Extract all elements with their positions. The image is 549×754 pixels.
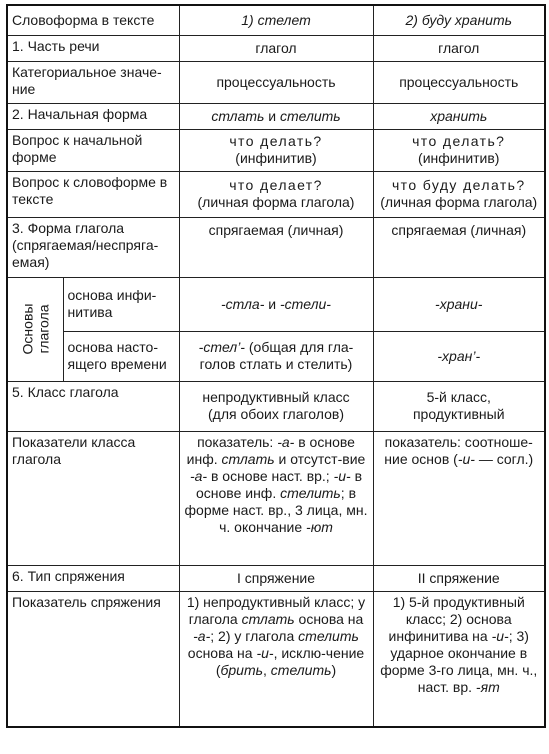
- question-note: (личная форма глагола): [197, 194, 355, 210]
- row-categorial-meaning: [7, 61, 545, 103]
- row-question-wordform: [7, 171, 545, 217]
- question-text: что буду делать?: [391, 177, 526, 193]
- cell-word1: [179, 103, 373, 129]
- text-run: показатель: соотноше-ние основ (: [384, 433, 533, 467]
- row-label: Показатели класса глагола: [7, 431, 179, 565]
- row-question-initial: [7, 129, 545, 171]
- cell-word1: процессуальность: [179, 61, 373, 103]
- cell-word1: [179, 331, 373, 381]
- italic-run: -и-: [256, 644, 274, 661]
- row-label: Категориальное значе-ние: [7, 61, 179, 103]
- text-run: в основе наст. вр.;: [207, 467, 334, 484]
- header-row: [7, 5, 545, 35]
- row-part-of-speech: [7, 35, 545, 61]
- cell-word1: спрягаемая (личная): [179, 217, 373, 277]
- cell-word1: [179, 171, 373, 217]
- cell-word1: [179, 129, 373, 171]
- conjunction: и: [264, 295, 280, 312]
- row-stem-infinitive: [7, 277, 545, 331]
- stem-steli: -стели-: [279, 295, 331, 312]
- row-initial-form: [7, 103, 545, 129]
- italic-run: -а-: [277, 433, 295, 450]
- cell-word2: [373, 129, 545, 171]
- text-run: ; 2) у глагола: [210, 627, 299, 644]
- italic-run: -ят: [475, 678, 500, 695]
- stems-group-text: Основы глагола: [19, 303, 52, 354]
- row-stem-present: [7, 331, 545, 381]
- row-label: Вопрос к начальной форме: [7, 129, 179, 171]
- stem-stla: -стла-: [221, 295, 265, 312]
- cell-word1: I спряжение: [179, 565, 373, 591]
- cell-word2: спрягаемая (личная): [373, 217, 545, 277]
- stem-present-label: основа насто-ящего времени: [63, 331, 179, 381]
- verb-stlat: стлать: [211, 107, 265, 124]
- question-text: что делает?: [229, 177, 323, 193]
- text-run: в основе инф.: [186, 433, 355, 467]
- cell-word2: -хран’-: [373, 331, 545, 381]
- stems-group-label: [7, 277, 63, 381]
- header-wordform: Словоформа в тексте: [7, 5, 179, 35]
- text-run: и отсутст-вие: [274, 450, 366, 467]
- cell-word2: [373, 591, 545, 727]
- text-run: , исклю-чение (: [215, 644, 365, 678]
- question-text: что делать?: [229, 133, 323, 149]
- cell-word2: II спряжение: [373, 565, 545, 591]
- text-run: — согл.): [474, 450, 534, 467]
- italic-run: стелить: [280, 484, 341, 501]
- text-run: 1) 5-й продуктивный класс; 2) основа инфинитива на: [388, 593, 525, 644]
- row-label: 6. Тип спряжения: [7, 565, 179, 591]
- row-conjugation-type: [7, 565, 545, 591]
- row-label: 3. Форма глагола (спрягаемая/неспряга-емая): [7, 217, 179, 277]
- cell-word1: непродуктивный класс (для обоих глаголов): [179, 381, 373, 431]
- text-run: основа на: [294, 610, 364, 627]
- question-note: (личная форма глагола): [380, 194, 538, 210]
- row-label: 2. Начальная форма: [7, 103, 179, 129]
- italic-run: -ют: [306, 518, 333, 535]
- cell-word2: [373, 171, 545, 217]
- conjunction: и: [264, 107, 280, 124]
- cell-word2: -храни-: [373, 277, 545, 331]
- text-run: ,: [263, 661, 271, 678]
- italic-run: стлать: [241, 610, 295, 627]
- row-label: 1. Часть речи: [7, 35, 179, 61]
- italic-run: -а-: [193, 627, 211, 644]
- row-label: Вопрос к словоформе в тексте: [7, 171, 179, 217]
- stem-stel: -стел’-: [198, 339, 245, 355]
- row-class-markers: [7, 431, 545, 565]
- cell-word1: [179, 277, 373, 331]
- text-run: в основе инф.: [195, 467, 363, 501]
- text-run: 1) непродуктивный класс; у глагола: [186, 593, 366, 627]
- italic-run: брить: [220, 661, 263, 678]
- header-word1: 1) стелет: [179, 5, 373, 35]
- row-verb-class: [7, 381, 545, 431]
- row-verb-form: [7, 217, 545, 277]
- cell-word2: процессуальность: [373, 61, 545, 103]
- stem-infinitive-label: основа инфи-нитива: [63, 277, 179, 331]
- morphology-table: [6, 4, 546, 728]
- text-run: ; в форме наст. вр., 3 лица, мн. ч. окончание: [184, 484, 368, 535]
- text-run: показатель:: [197, 433, 278, 450]
- stem-note: (общая для гла-голов стлать и стелить): [199, 339, 354, 372]
- italic-run: -и-: [491, 627, 509, 644]
- row-label: 5. Класс глагола: [7, 381, 179, 431]
- question-note: (инфинитив): [418, 150, 500, 166]
- italic-run: -а-: [189, 467, 208, 484]
- cell-word2: хранить: [373, 103, 545, 129]
- verb-stelit: стелить: [279, 107, 341, 124]
- text-run: основа на: [187, 644, 257, 661]
- italic-run: -и-: [457, 450, 475, 467]
- question-text: что делать?: [412, 133, 506, 149]
- question-note: (инфинитив): [235, 150, 317, 166]
- cell-word2: [373, 431, 545, 565]
- cell-word1: [179, 591, 373, 727]
- italic-run: стелить: [298, 627, 359, 644]
- italic-run: -и-: [333, 467, 351, 484]
- cell-word2: 5-й класс, продуктивный: [373, 381, 545, 431]
- row-conjugation-markers: [7, 591, 545, 727]
- cell-word1: глагол: [179, 35, 373, 61]
- header-word2: 2) буду хранить: [373, 5, 545, 35]
- cell-word1: [179, 431, 373, 565]
- text-run: ; 3) ударное окончание в форме 3-го лица, мн. ч., наст. вр.: [380, 627, 538, 695]
- cell-word2: глагол: [373, 35, 545, 61]
- italic-run: стелить: [270, 661, 332, 678]
- italic-run: стлать: [221, 450, 275, 467]
- text-run: ): [331, 661, 337, 678]
- row-label: Показатель спряжения: [7, 591, 179, 727]
